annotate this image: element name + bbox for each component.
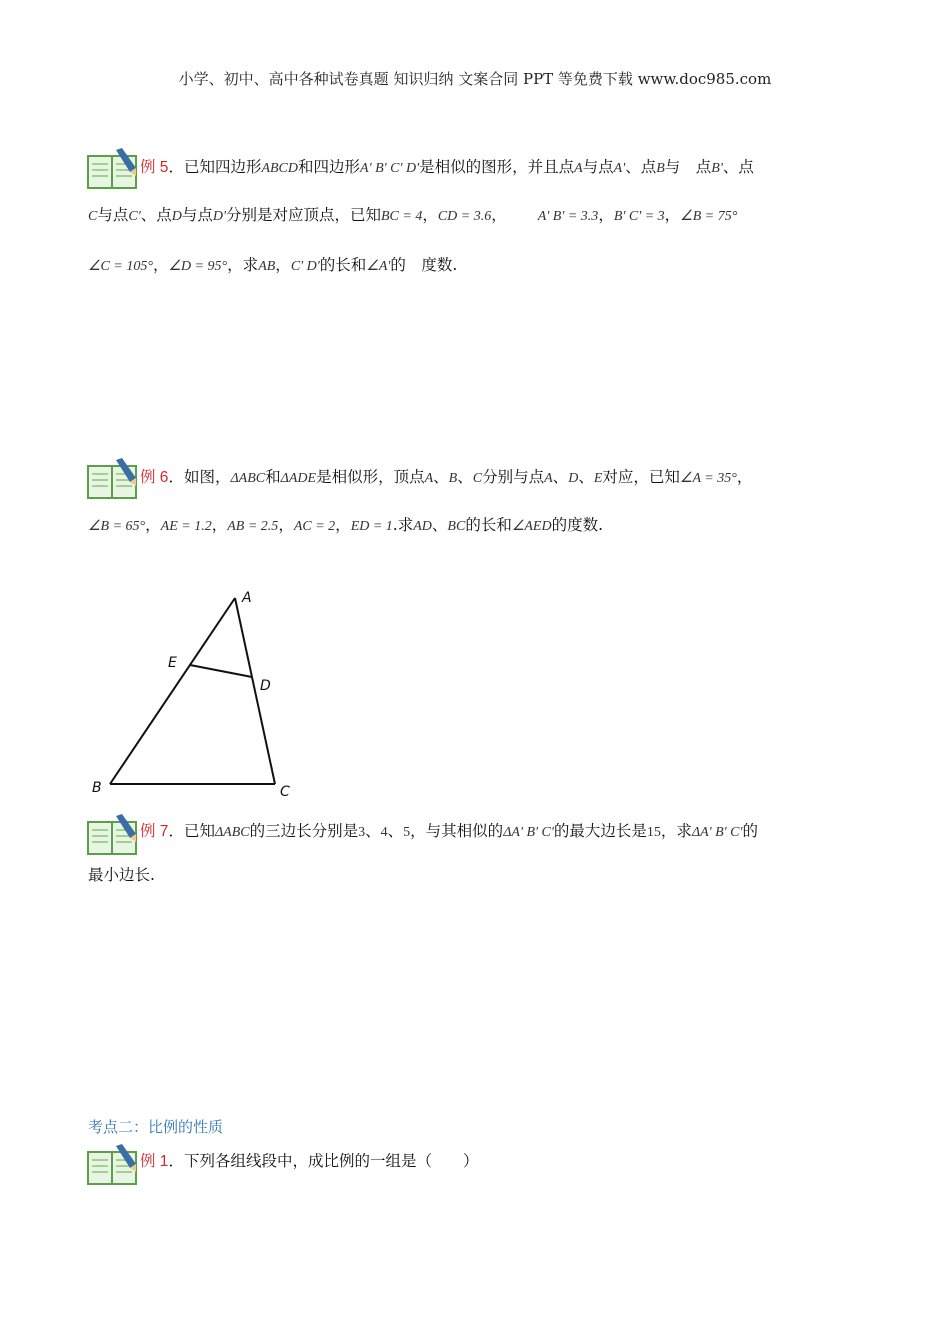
example-1-line: 例 1．下列各组线段中，成比例的一组是（ ） bbox=[140, 1152, 479, 1170]
example-5-line-1: 例 5．已知四边形ABCD和四边形A' B' C' D'是相似的图形，并且点A与点A'、点B与 点B'、点 bbox=[140, 158, 754, 176]
book-icon bbox=[86, 1142, 140, 1186]
page-header: 小学、初中、高中各种试卷真题 知识归纳 文案合同 PPT 等免费下载 www.doc985.com bbox=[178, 70, 772, 88]
book-icon bbox=[86, 456, 140, 500]
label-c: C bbox=[280, 784, 290, 800]
example-5-line-3: ∠C = 105°，∠D = 95°，求AB，C' D'的长和∠A'的 度数. bbox=[88, 256, 458, 274]
example-label: 例 5 bbox=[140, 159, 169, 176]
example-label: 例 7 bbox=[140, 823, 169, 840]
label-e: E bbox=[168, 655, 177, 671]
example-6-line-2: ∠B = 65°，AE = 1.2，AB = 2.5，AC = 2，ED = 1.求AD、BC的长和∠AED的度数. bbox=[88, 516, 604, 534]
label-b: B bbox=[92, 780, 102, 796]
segment-ed bbox=[190, 665, 252, 677]
example-7-line-1: 例 7．已知ΔABC的三边长分别是3、4、5，与其相似的ΔA' B' C'的最大边长是15，求ΔA' B' C'的 bbox=[140, 822, 759, 840]
section-heading: 考点二：比例的性质 bbox=[88, 1119, 224, 1136]
label-a: A bbox=[242, 590, 252, 606]
side-ab bbox=[110, 598, 235, 784]
example-7-line-2: 最小边长. bbox=[88, 866, 155, 884]
example-label: 例 6 bbox=[140, 469, 169, 486]
label-d: D bbox=[260, 678, 271, 694]
triangle-figure bbox=[80, 580, 310, 805]
book-icon bbox=[86, 812, 140, 856]
example-6-line-1: 例 6．如图，ΔABC和ΔADE是相似形，顶点A、B、C分别与点A、D、E对应，已知∠A = 35°， bbox=[140, 468, 753, 486]
example-label: 例 1 bbox=[140, 1153, 169, 1170]
book-icon bbox=[86, 146, 140, 190]
example-5-line-2: C与点C'、点D与点D'分别是对应顶点，已知BC = 4，CD = 3.6， A' B' = 3.3，B' C' = 3，∠B = 75° bbox=[88, 206, 738, 224]
